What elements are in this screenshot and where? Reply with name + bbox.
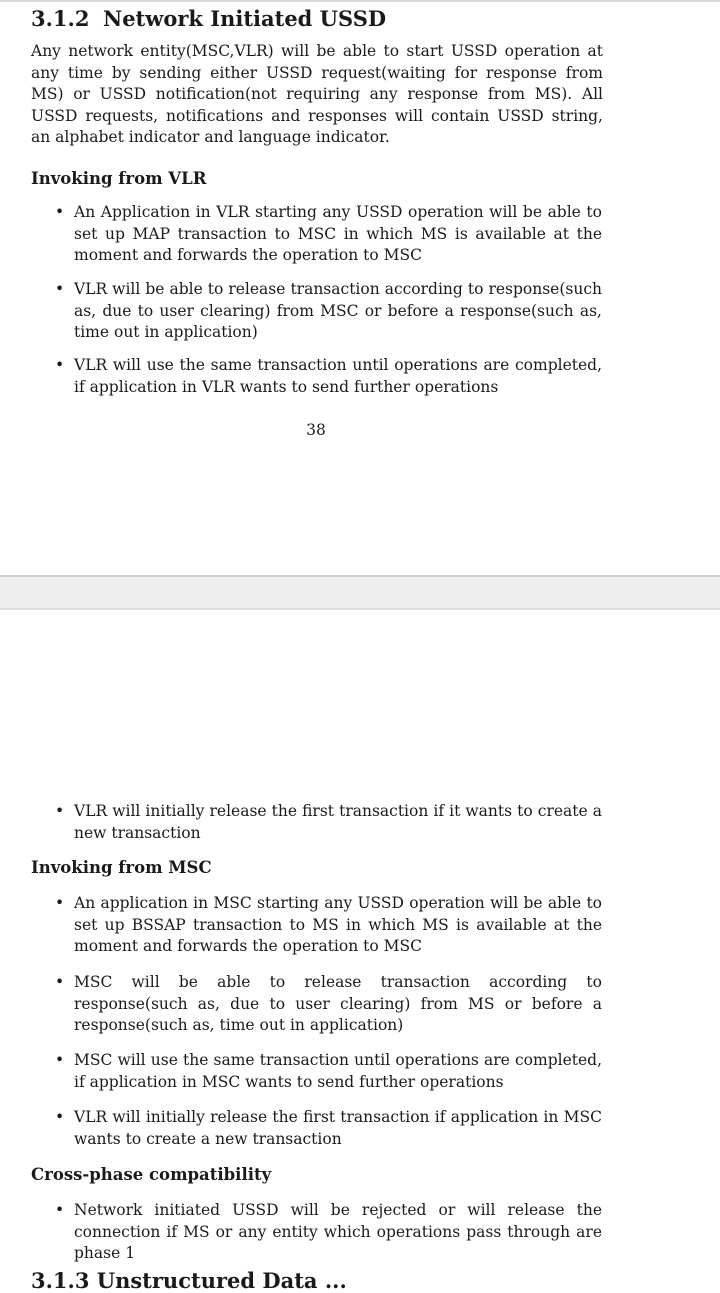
page-separator (0, 575, 720, 610)
list-item-text: MSC will use the same transaction until operations are completed, if application in MSC wants to send further operations (74, 1051, 602, 1091)
cross-phase-subheading: Cross-phase compatibility (31, 1165, 272, 1184)
msc-list-item (55, 1050, 602, 1093)
section-heading (31, 6, 386, 31)
msc-subheading: Invoking from MSC (31, 858, 212, 877)
page-top-edge (0, 0, 720, 2)
section-title: Network Initiated USSD (103, 6, 387, 31)
list-item-text: An Application in VLR starting any USSD operation will be able to set up MAP transaction to MSC in which MS is available at the moment and forwards the operation to MSC (74, 203, 602, 264)
bullet: • (55, 356, 65, 374)
vlr-list-item (55, 279, 602, 344)
cross-phase-list-item (55, 1200, 602, 1265)
msc-list-item (55, 1107, 602, 1150)
list-item-text: VLR will initially release the first transaction if application in MSC wants to create a new transaction (74, 1108, 602, 1148)
bullet: • (55, 802, 65, 820)
list-item-text: An application in MSC starting any USSD operation will be able to set up BSSAP transaction to MS in which MS is available at the moment and forwards the operation to MSC (74, 894, 602, 955)
vlr-list-item-continued (55, 801, 602, 844)
intro-paragraph: Any network entity(MSC,VLR) will be able to start USSD operation at any time by sending either USSD request(waiting for response from MS) or USSD notification(not requiring any response from MS). All USSD requests, notifications and responses will contain USSD string, an alphabet indicator and language indicator. (31, 42, 603, 146)
bullet: • (55, 1108, 65, 1126)
list-item-text: VLR will be able to release transaction according to response(such as, due to user clearing) from MSC or before a response(such as, time out in application) (74, 280, 602, 341)
vlr-list-item (55, 202, 602, 267)
page-number: 38 (306, 421, 326, 439)
list-item-text: VLR will initially release the first transaction if it wants to create a new transaction (74, 802, 602, 842)
bullet: • (55, 1201, 65, 1219)
msc-list-item (55, 972, 602, 1037)
document-page-38 (0, 0, 720, 575)
bullet: • (55, 203, 65, 221)
vlr-subheading: Invoking from VLR (31, 169, 207, 188)
next-section-heading-partial: 3.1.3 Unstructured Data ... (31, 1268, 347, 1293)
msc-list-item (55, 893, 602, 958)
list-item-text: Network initiated USSD will be rejected or will release the connection if MS or any entity which operations pass through are phase 1 (74, 1201, 602, 1262)
bullet: • (55, 894, 65, 912)
list-item-text: MSC will be able to release transaction according to response(such as, due to user clearing) from MS or before a response(such as, time out in application) (74, 973, 602, 1034)
section-number: 3.1.2 (31, 6, 90, 31)
vlr-list-item (55, 355, 602, 398)
bullet: • (55, 280, 65, 298)
bullet: • (55, 973, 65, 991)
bullet: • (55, 1051, 65, 1069)
list-item-text: VLR will use the same transaction until operations are completed, if application in VLR wants to send further operations (74, 356, 602, 396)
